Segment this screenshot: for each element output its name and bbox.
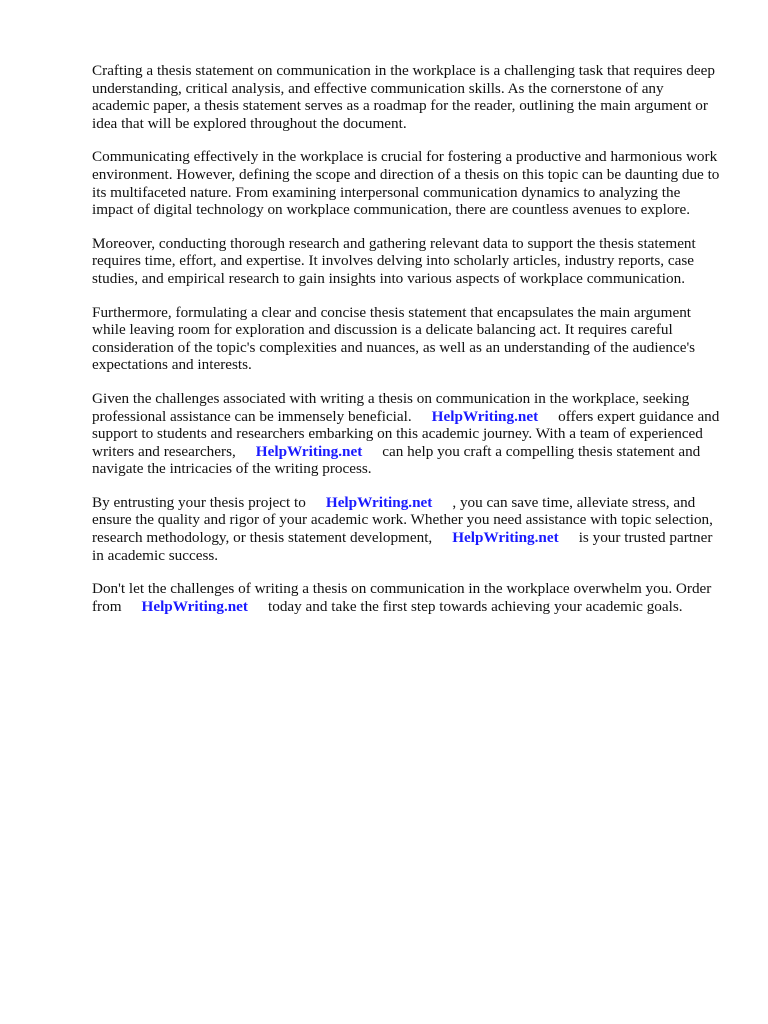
helpwriting-link[interactable]: HelpWriting.net xyxy=(325,493,433,511)
paragraph-text: offers expert guidance and support to students and researchers embarking on this academic journey. With a team of experienced writers and researchers, xyxy=(92,407,720,460)
paragraph-5 xyxy=(92,390,724,478)
paragraph-text: Don't let the challenges of writing a thesis on communication in the workplace overwhelm you. Order from xyxy=(92,580,712,615)
paragraph-text: can help you craft a compelling thesis statement and navigate the intricacies of the writing process. xyxy=(92,442,701,478)
paragraph-2 xyxy=(92,148,724,218)
paragraph-7 xyxy=(92,580,724,615)
helpwriting-link[interactable]: HelpWriting.net xyxy=(431,407,539,425)
paragraph-4 xyxy=(92,304,724,374)
paragraph-text: is your trusted partner in academic success. xyxy=(92,529,713,564)
paragraph-text: , you can save time, alleviate stress, and ensure the quality and rigor of your academic work. Whether you need assistance with topic selection, research methodology, or thesis statement development, xyxy=(92,493,713,547)
paragraph-text: Given the challenges associated with writing a thesis on communication in the workplace, seeking professional assistance can be immensely beneficial. xyxy=(92,389,690,425)
paragraph-text: Moreover, conducting thorough research and gathering relevant data to support the thesis statement requires time, effort, and expertise. It involves delving into scholarly articles, industry reports, case studies, and empirical research to gain insights into various aspects of workplace communication. xyxy=(92,234,696,287)
paragraph-text: Furthermore, formulating a clear and concise thesis statement that encapsulates the main argument while leaving room for exploration and discussion is a delicate balancing act. It requires careful consideration of the topic's complexities and nuances, as well as an understanding of the audience's expectations and interests. xyxy=(92,303,696,374)
paragraph-6 xyxy=(92,494,724,564)
paragraph-text: today and take the first step towards achieving your academic goals. xyxy=(268,597,683,615)
helpwriting-link[interactable]: HelpWriting.net xyxy=(255,442,363,460)
paragraph-text: By entrusting your thesis project to xyxy=(92,493,306,511)
paragraph-text: Crafting a thesis statement on communication in the workplace is a challenging task that requires deep understanding, critical analysis, and effective communication skills. As the cornerstone of any academic paper, a thesis statement serves as a roadmap for the reader, outlining the main argument or idea that will be explored throughout the document. xyxy=(92,62,715,132)
paragraph-1 xyxy=(92,62,724,132)
helpwriting-link[interactable]: HelpWriting.net xyxy=(141,597,248,615)
document-body xyxy=(92,62,724,631)
paragraph-text: Communicating effectively in the workplace is crucial for fostering a productive and harmonious work environment. However, defining the scope and direction of a thesis on this topic can be daunting due to its multifaceted nature. From examining interpersonal communication dynamics to analyzing the impact of digital technology on workplace communication, there are countless avenues to explore. xyxy=(92,148,720,219)
paragraph-3 xyxy=(92,235,724,288)
helpwriting-link[interactable]: HelpWriting.net xyxy=(452,529,559,547)
